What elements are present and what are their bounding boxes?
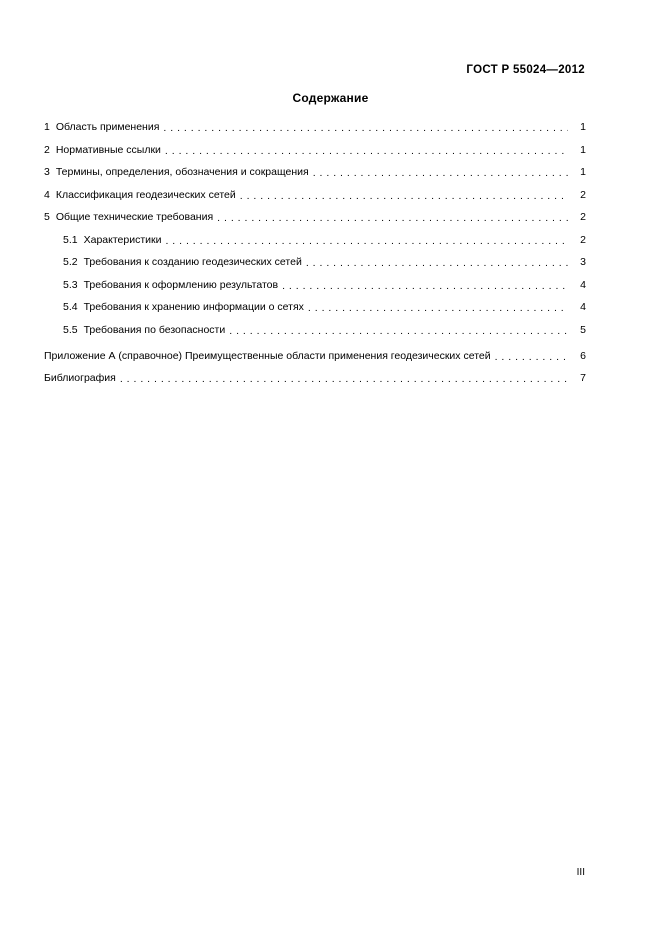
toc-leader-dots <box>120 373 568 385</box>
toc-entry[interactable] <box>44 143 586 157</box>
toc-entry-label: Термины, определения, обозначения и сокращения <box>55 166 309 178</box>
toc-entry-number: 5.5 <box>63 323 78 336</box>
toc-leader-dots <box>165 235 568 247</box>
toc-entry-label: Классификация геодезических сетей <box>55 188 236 201</box>
toc-entry-page: 1 <box>580 121 586 133</box>
toc-entry-page: 1 <box>580 166 586 178</box>
toc-entry[interactable] <box>44 323 586 337</box>
toc-entry-label: Требования по безопасности <box>83 323 226 336</box>
toc-leader-dots <box>240 190 568 202</box>
toc-entry-page: 4 <box>580 278 586 291</box>
toc-entry[interactable] <box>44 233 586 247</box>
toc-entry-page: 1 <box>580 143 586 156</box>
toc-leader-dots <box>495 351 568 363</box>
toc-entry-number: 2 <box>44 143 50 156</box>
toc-entry[interactable] <box>44 349 586 363</box>
toc-leader-dots <box>308 302 568 314</box>
toc-entry-label: Характеристики <box>83 233 162 246</box>
toc-entry[interactable] <box>44 300 586 314</box>
toc-entry[interactable] <box>44 255 586 269</box>
toc-leader-dots <box>282 280 568 292</box>
toc-entry[interactable] <box>44 165 586 179</box>
toc-leader-dots <box>217 212 568 224</box>
toc-entry-page: 7 <box>580 372 586 384</box>
standard-number-header: ГОСТ Р 55024—2012 <box>466 64 585 76</box>
toc-entry-label: Требования к созданию геодезических сетей <box>83 256 302 268</box>
toc-entry[interactable] <box>44 371 586 385</box>
toc-entry-page: 4 <box>580 301 586 313</box>
toc-entry-number: 1 <box>44 121 50 133</box>
toc-entry-page: 6 <box>580 349 586 362</box>
toc-leader-dots <box>306 257 568 269</box>
toc-entry-number: 3 <box>44 166 50 178</box>
toc-entry-number: 5 <box>44 211 50 223</box>
footer-page-number: III <box>576 867 585 878</box>
toc-entry-page: 2 <box>580 188 586 201</box>
toc-entry-label: Общие технические требования <box>55 211 214 223</box>
toc-entry-label: Требования к хранению информации о сетях <box>83 301 304 313</box>
toc-entry-page: 5 <box>580 323 586 336</box>
toc-entry-label: Приложение А (справочное) Преимущественные области применения геодезических сетей <box>44 349 491 362</box>
toc-entry-number: 5.4 <box>63 301 78 313</box>
toc-entry-label: Библиография <box>44 372 116 384</box>
toc-entry[interactable] <box>44 278 586 292</box>
toc-entry-page: 2 <box>580 233 586 246</box>
toc-leader-dots <box>165 145 568 157</box>
toc-entry-label: Нормативные ссылки <box>55 143 161 156</box>
toc-entry-label: Область применения <box>55 121 160 133</box>
toc-entry-page: 2 <box>580 211 586 223</box>
toc-leader-dots <box>313 167 568 179</box>
toc-entry[interactable] <box>44 188 586 202</box>
toc-entry-label: Требования к оформлению результатов <box>83 278 279 291</box>
toc-leader-dots <box>229 325 568 337</box>
page-title: Содержание <box>292 91 369 105</box>
toc-entry[interactable] <box>44 120 586 134</box>
toc-entry-number: 4 <box>44 188 50 201</box>
table-of-contents <box>44 120 586 394</box>
toc-entry-page: 3 <box>580 256 586 268</box>
toc-entry-number: 5.2 <box>63 256 78 268</box>
toc-entry[interactable] <box>44 210 586 224</box>
toc-leader-dots <box>163 122 568 134</box>
toc-entry-number: 5.3 <box>63 278 78 291</box>
toc-entry-number: 5.1 <box>63 233 78 246</box>
